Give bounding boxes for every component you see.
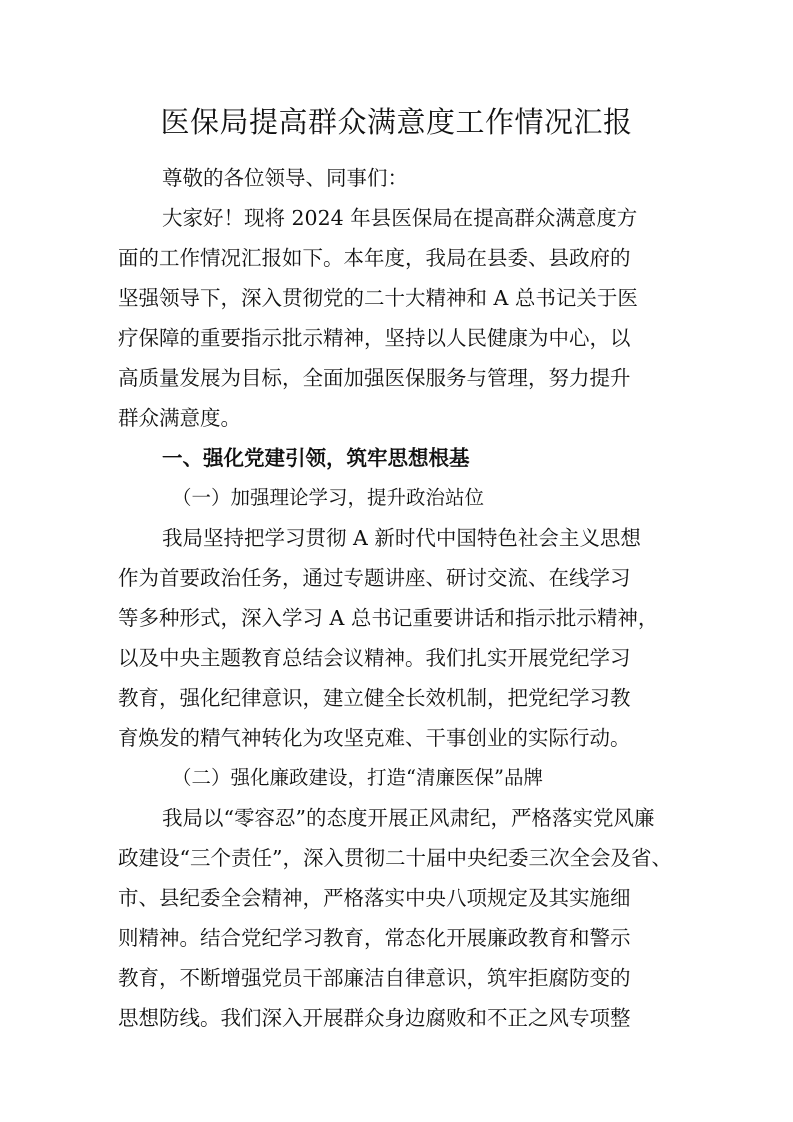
paragraph-line: 疗保障的重要指示批示精神，坚持以人民健康为中心，以 bbox=[118, 326, 631, 350]
paragraph-line: 政建设“三个责任”，深入贯彻二十届中央纪委三次全会及省、 bbox=[118, 846, 672, 870]
paragraph-line: 思想防线。我们深入开展群众身边腐败和不正之风专项整 bbox=[118, 1006, 631, 1030]
paragraph-line: 坚强领导下，深入贯彻党的二十大精神和 A 总书记关于医 bbox=[118, 286, 638, 310]
paragraph-line: 大家好！现将 2024 年县医保局在提高群众满意度方 bbox=[162, 206, 638, 230]
paragraph-line: 教育，不断增强党员干部廉洁自律意识，筑牢拒腐防变的 bbox=[118, 966, 631, 990]
paragraph-line: 等多种形式，深入学习 A 总书记重要讲话和指示批示精神， bbox=[118, 606, 659, 630]
document-title: 医保局提高群众满意度工作情况汇报 bbox=[160, 105, 633, 139]
paragraph-line: 面的工作情况汇报如下。本年度，我局在县委、县政府的 bbox=[118, 246, 631, 270]
paragraph-line: 市、县纪委全会精神，严格落实中央八项规定及其实施细 bbox=[118, 886, 631, 910]
paragraph-line: 育焕发的精气神转化为攻坚克难、干事创业的实际行动。 bbox=[118, 726, 631, 750]
paragraph-line: 群众满意度。 bbox=[118, 406, 241, 430]
subsection-heading: （一）加强理论学习，提升政治站位 bbox=[172, 486, 485, 509]
paragraph-line: 高质量发展为目标，全面加强医保服务与管理，努力提升 bbox=[118, 366, 631, 390]
paragraph-line: 教育，强化纪律意识，建立健全长效机制，把党纪学习教 bbox=[118, 686, 631, 710]
paragraph-line: 以及中央主题教育总结会议精神。我们扎实开展党纪学习 bbox=[118, 646, 631, 670]
paragraph-line: 我局以“零容忍”的态度开展正风肃纪，严格落实党风廉 bbox=[162, 806, 655, 830]
subsection-heading: （二）强化廉政建设，打造“清廉医保”品牌 bbox=[172, 766, 543, 789]
paragraph-line: 则精神。结合党纪学习教育，常态化开展廉政教育和警示 bbox=[118, 926, 631, 950]
paragraph-line: 我局坚持把学习贯彻 A 新时代中国特色社会主义思想 bbox=[162, 526, 641, 550]
paragraph-line: 作为首要政治任务，通过专题讲座、研讨交流、在线学习 bbox=[118, 566, 631, 590]
section-heading: 一、强化党建引领，筑牢思想根基 bbox=[162, 446, 470, 470]
salutation: 尊敬的各位领导、同事们： bbox=[162, 166, 408, 190]
